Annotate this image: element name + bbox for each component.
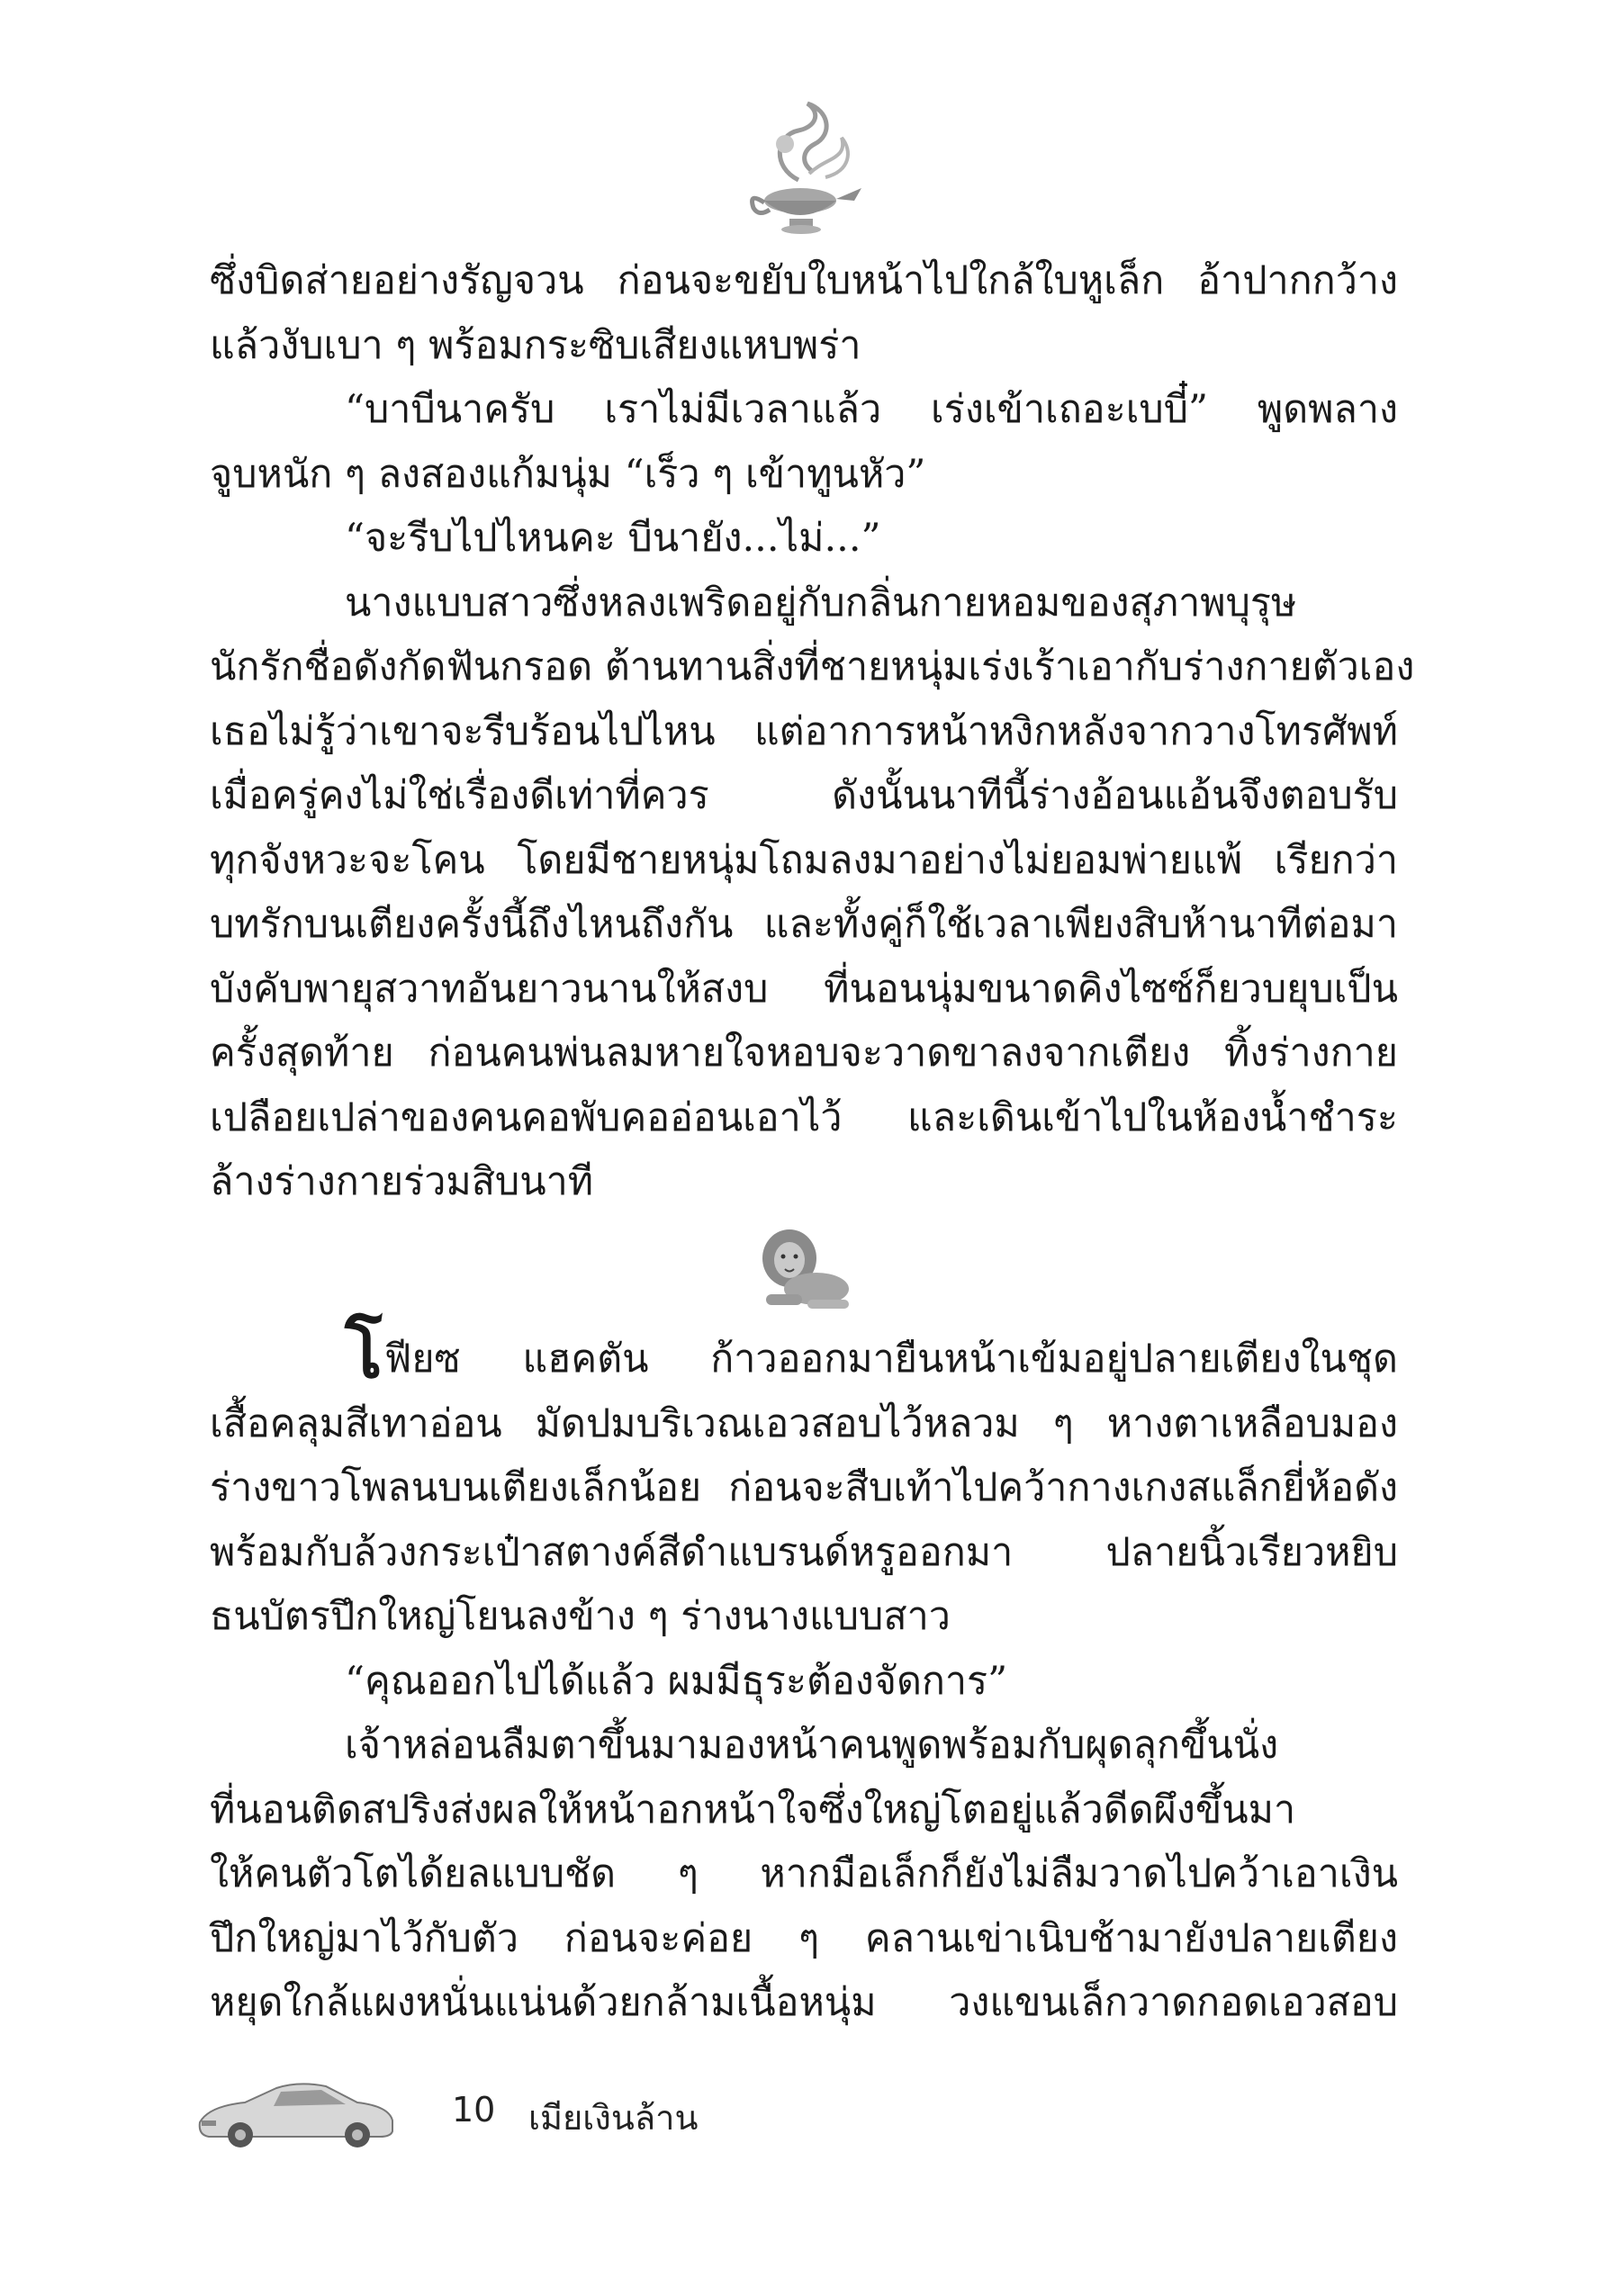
text-line: ล้างร่างกายร่วมสิบนาที bbox=[210, 1159, 594, 1204]
lion-icon bbox=[753, 1224, 852, 1314]
text-line: บังคับพายุสวาทอันยาวนานให้สงบ ที่นอนนุ่มขนาดคิงไซซ์ก็ยวบยุบเป็น bbox=[210, 966, 1398, 1012]
text-line: พร้อมกับล้วงกระเป๋าสตางค์สีดำแบรนด์หรูออกมา ปลายนิ้วเรียวหยิบ bbox=[210, 1529, 1398, 1575]
text-line: เธอไม่รู้ว่าเขาจะรีบร้อนไปไหน แต่อาการหน้าหงิกหลังจากวางโทรศัพท์ bbox=[210, 708, 1398, 754]
text-line: ร่างขาวโพลนบนเตียงเล็กน้อย ก่อนจะสืบเท้าไปคว้ากางเกงสแล็กยี่ห้อดัง bbox=[210, 1465, 1398, 1510]
drop-cap: โ bbox=[345, 1312, 383, 1394]
text-line: ธนบัตรปึกใหญ่โยนลงข้าง ๆ ร่างนางแบบสาว bbox=[210, 1594, 951, 1639]
text-line: นางแบบสาวซึ่งหลงเพริดอยู่กับกลิ่นกายหอมของสุภาพบุรุษ bbox=[345, 580, 1297, 626]
text-line: แล้วงับเบา ๆ พร้อมกระซิบเสียงแหบพร่า bbox=[210, 322, 861, 368]
magic-lamp-icon bbox=[735, 95, 870, 239]
text-line-rest: ฟียซ แฮคตัน ก้าวออกมายืนหน้าเข้มอยู่ปลายเตียงในชุด bbox=[383, 1337, 1398, 1382]
text-line: เสื้อคลุมสีเทาอ่อน มัดปมบริเวณเอวสอบไว้หลวม ๆ หางตาเหลือบมอง bbox=[210, 1400, 1398, 1446]
text-line: เจ้าหล่อนลืมตาขึ้นมามองหน้าคนพูดพร้อมกับผุดลุกขึ้นนั่ง bbox=[345, 1723, 1279, 1768]
body-text-top bbox=[210, 249, 1415, 1215]
text-line: เมื่อครู่คงไม่ใช่เรื่องดีเท่าที่ควร ดังนั้นนาทีนี้ร่างอ้อนแอ้นจึงตอบรับ bbox=[210, 773, 1398, 818]
text-line: บทรักบนเตียงครั้งนี้ถึงไหนถึงกัน และทั้งคู่ก็ใช้เวลาเพียงสิบห้านาทีต่อมา bbox=[210, 902, 1398, 947]
text-line bbox=[210, 1312, 1398, 1394]
text-line: หยุดใกล้แผงหนั่นแน่นด้วยกล้ามเนื้อหนุ่ม วงแขนเล็กวาดกอดเอวสอบ bbox=[210, 1980, 1398, 2025]
car-icon bbox=[191, 2070, 398, 2151]
page-number: 10 bbox=[452, 2090, 496, 2129]
text-line: ซึ่งบิดส่ายอย่างรัญจวน ก่อนจะขยับใบหน้าไปใกล้ใบหูเล็ก อ้าปากกว้าง bbox=[210, 258, 1398, 303]
body-text-bottom bbox=[210, 1312, 1398, 2036]
text-line: จูบหนัก ๆ ลงสองแก้มนุ่ม “เร็ว ๆ เข้าทูนหัว” bbox=[210, 451, 926, 497]
book-title: เมียเงินล้าน bbox=[528, 2098, 699, 2138]
text-line: เปลือยเปล่าของคนคอพับคออ่อนเอาไว้ และเดินเข้าไปในห้องน้ำชำระ bbox=[210, 1094, 1398, 1140]
text-line: ปึกใหญ่มาไว้กับตัว ก่อนจะค่อย ๆ คลานเข่าเนิบช้ามายังปลายเตียง bbox=[210, 1915, 1398, 1961]
text-line: นักรักชื่อดังกัดฟันกรอด ต้านทานสิ่งที่ชายหนุ่มเร่งเร้าเอากับร่างกายตัวเอง bbox=[210, 644, 1415, 689]
text-line: “บาบีนาครับ เราไม่มีเวลาแล้ว เร่งเข้าเถอะเบบี๋” พูดพลาง bbox=[345, 387, 1398, 432]
text-line: “คุณออกไปได้แล้ว ผมมีธุระต้องจัดการ” bbox=[345, 1658, 1008, 1704]
page-footer bbox=[191, 2070, 821, 2151]
text-line: ที่นอนติดสปริงส่งผลให้หน้าอกหน้าใจซึ่งใหญ่โตอยู่แล้วดีดผึงขึ้นมา bbox=[210, 1787, 1296, 1832]
text-line: ครั้งสุดท้าย ก่อนคนพ่นลมหายใจหอบจะวาดขาลงจากเตียง ทิ้งร่างกาย bbox=[210, 1031, 1398, 1076]
text-line: ให้คนตัวโตได้ยลแบบชัด ๆ หากมือเล็กก็ยังไม่ลืมวาดไปคว้าเอาเงิน bbox=[210, 1851, 1398, 1896]
text-line: ทุกจังหวะจะโคน โดยมีชายหนุ่มโถมลงมาอย่างไม่ยอมพ่ายแพ้ เรียกว่า bbox=[210, 837, 1398, 883]
text-line: “จะรีบไปไหนคะ บีนายัง...ไม่...” bbox=[345, 516, 881, 561]
